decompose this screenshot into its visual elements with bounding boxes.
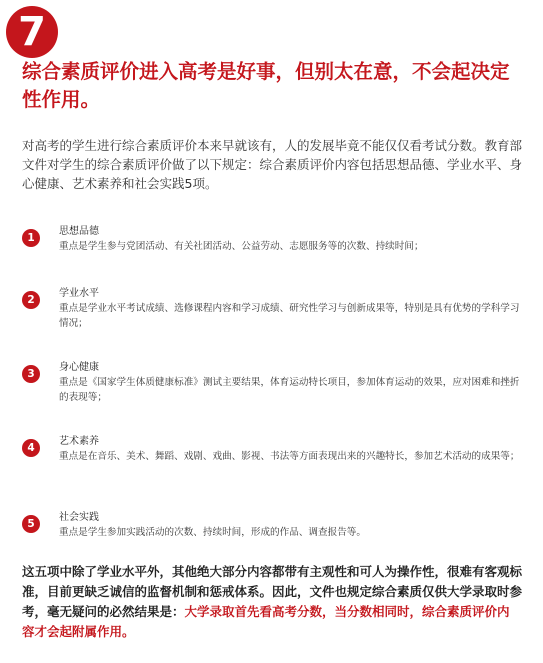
page-title: 综合素质评价进入高考是好事，但别太在意，不会起决定性作用。 [22,60,510,111]
item-title: 社会实践 [59,512,99,523]
item-number-badge: 3 [22,365,40,383]
item-number-badge: 5 [22,515,40,533]
item-description: 重点是学生参与党团活动、有关社团活动、公益劳动、志愿服务等的次数、持续时间； [59,241,424,252]
item-description: 重点是学生参加实践活动的次数、持续时间，形成的作品、调查报告等。 [59,527,366,538]
conclusion-paragraph [22,562,522,642]
conclusion-highlight: 大学录取首先看高考分数，当分数相同时，综合素质评价内容才会起附属作用。 [22,604,510,639]
item-description: 重点是《国家学生体质健康标准》测试主要结果，体育运动特长项目，参加体育运动的效果，应对困难和挫折的表现等； [59,377,520,403]
section-number-badge: 7 [6,6,58,58]
item-title: 学业水平 [59,288,99,299]
item-description: 重点是在音乐、美术、舞蹈、戏剧、戏曲、影视、书法等方面表现出来的兴趣特长，参加艺术活动的成果等； [59,451,520,462]
item-title: 身心健康 [59,362,99,373]
item-number-badge: 2 [22,291,40,309]
item-title: 艺术素养 [59,436,99,447]
item-title: 思想品德 [59,226,99,237]
item-number-badge: 4 [22,439,40,457]
conclusion-text: 这五项中除了学业水平外，其他绝大部分内容都带有主观性和可人为操作性，很难有客观标准，目前更缺乏诚信的监督机制和惩戒体系。因此，文件也规定综合素质仅供大学录取时参考，毫无疑问的必然结果是： [22,564,523,619]
intro-paragraph: 对高考的学生进行综合素质评价本来早就该有，人的发展毕竟不能仅仅看考试分数。教育部文件对学生的综合素质评价做了以下规定：综合素质评价内容包括思想品德、学业水平、身心健康、艺术素养和社会实践5项。 [22,138,523,191]
item-description: 重点是学业水平考试成绩、选修课程内容和学习成绩、研究性学习与创新成果等，特别是具有优势的学科学习情况； [59,303,520,329]
item-number-badge: 1 [22,229,40,247]
